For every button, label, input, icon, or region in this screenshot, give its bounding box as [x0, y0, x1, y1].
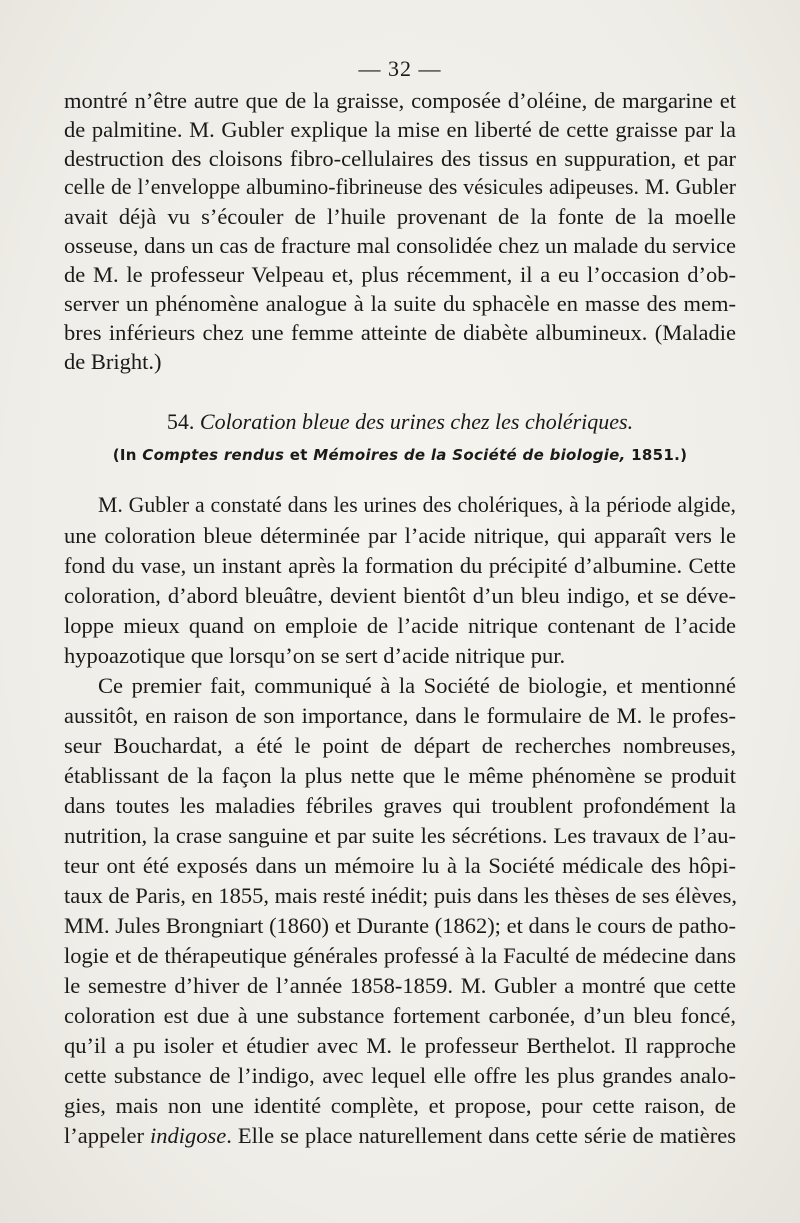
- text-run: l’appeler: [64, 1123, 150, 1148]
- text-line: de M. le professeur Velpeau et, plus récemment, il a eu l’occasion d’ob-: [64, 262, 736, 287]
- text-line: avait déjà vu s’écouler de l’huile provenant de la fonte de la moelle: [64, 204, 736, 229]
- text-line: qu’il a pu isoler et étudier avec M. le professeur Berthelot. Il rapproche: [64, 1033, 736, 1058]
- text-line: taux de Paris, en 1855, mais resté inédit; puis dans les thèses de ses élèves,: [64, 883, 737, 908]
- text-line: destruction des cloisons fibro-cellulaires des tissus en suppuration, et par: [64, 146, 736, 171]
- text-line: gies, mais non une identité complète, et propose, pour cette raison, de: [64, 1093, 736, 1118]
- text-line: de palmitine. M. Gubler explique la mise en liberté de cette graisse par la: [64, 117, 736, 142]
- section-number: 54.: [166, 409, 195, 434]
- text-line: fond du vase, un instant après la formation du précipité d’albumine. Cette: [64, 553, 736, 578]
- text-line: celle de l’enveloppe albumino-fibrineuse des vésicules adipeuses. M. Gubler: [64, 175, 736, 199]
- text-line: nutrition, la crase sanguine et par suite les sécrétions. Les travaux de l’au-: [64, 823, 736, 848]
- source-open: (In: [112, 446, 143, 464]
- text-line: cette substance de l’indigo, avec lequel elle offre les plus grandes analo-: [64, 1063, 736, 1088]
- section-heading: [0, 409, 800, 435]
- text-line: logie et de thérapeutique générales professé à la Faculté de médecine dans: [64, 943, 736, 968]
- text-line: MM. Jules Brongniart (1860) et Durante (1862); et dans le cours de patho-: [64, 913, 736, 938]
- text-line: seur Bouchardat, a été le point de départ de recherches nombreuses,: [64, 733, 736, 758]
- text-line: coloration, d’abord bleuâtre, devient bientôt d’un bleu indigo, et se déve-: [64, 583, 736, 608]
- source-close: 1851.): [625, 446, 688, 464]
- text-line: bres inférieurs chez une femme atteinte de diabète albumineux. (Maladie: [64, 320, 736, 345]
- italic-term: indigose: [150, 1123, 227, 1148]
- source-journal: Comptes rendus: [142, 446, 285, 464]
- text-line: une coloration bleue déterminée par l’acide nitrique, qui apparaît vers le: [64, 523, 736, 548]
- text-line: aussitôt, en raison de son importance, dans le formulaire de M. le profes-: [64, 703, 736, 728]
- text-line: teur ont été exposés dans un mémoire lu à la Société médicale des hôpi-: [64, 853, 736, 878]
- text-line: établissant de la façon la plus nette que le même phénomène se produit: [64, 763, 736, 788]
- text-line: de Bright.): [64, 349, 162, 374]
- text-line: le semestre d’hiver de l’année 1858-1859. M. Gubler a montré que cette: [64, 973, 736, 998]
- source-journal: Mémoires de la Société de biologie,: [313, 446, 626, 464]
- text-line: loppe mieux quand on emploie de l’acide nitrique contenant de l’acide: [64, 613, 736, 638]
- text-line: montré n’être autre que de la graisse, composée d’oléine, de margarine et: [64, 88, 736, 113]
- source-mid: et: [284, 446, 314, 464]
- text-line: Ce premier fait, communiqué à la Société de biologie, et mentionné: [98, 673, 736, 698]
- text-line: M. Gubler a constaté dans les urines des cholériques, à la période algide,: [98, 493, 736, 517]
- text-line: hypoazotique que lorsqu’on se sert d’acide nitrique pur.: [64, 643, 566, 668]
- text-line: osseuse, dans un cas de fracture mal consolidée chez un malade du service: [64, 233, 736, 258]
- text-line: coloration est due à une substance fortement carbonée, d’un bleu foncé,: [64, 1003, 736, 1028]
- text-line: dans toutes les maladies fébriles graves qui troublent profondément la: [64, 793, 736, 818]
- page-number: — 32 —: [358, 56, 442, 81]
- text-line: server un phénomène analogue à la suite du sphacèle en masse des mem-: [64, 291, 736, 316]
- section-title: Coloration bleue des urines chez les cholériques.: [199, 409, 634, 434]
- text-line: [64, 1121, 736, 1150]
- text-run: . Elle se place naturellement dans cette série de matières: [226, 1123, 736, 1148]
- section-source: [0, 446, 800, 464]
